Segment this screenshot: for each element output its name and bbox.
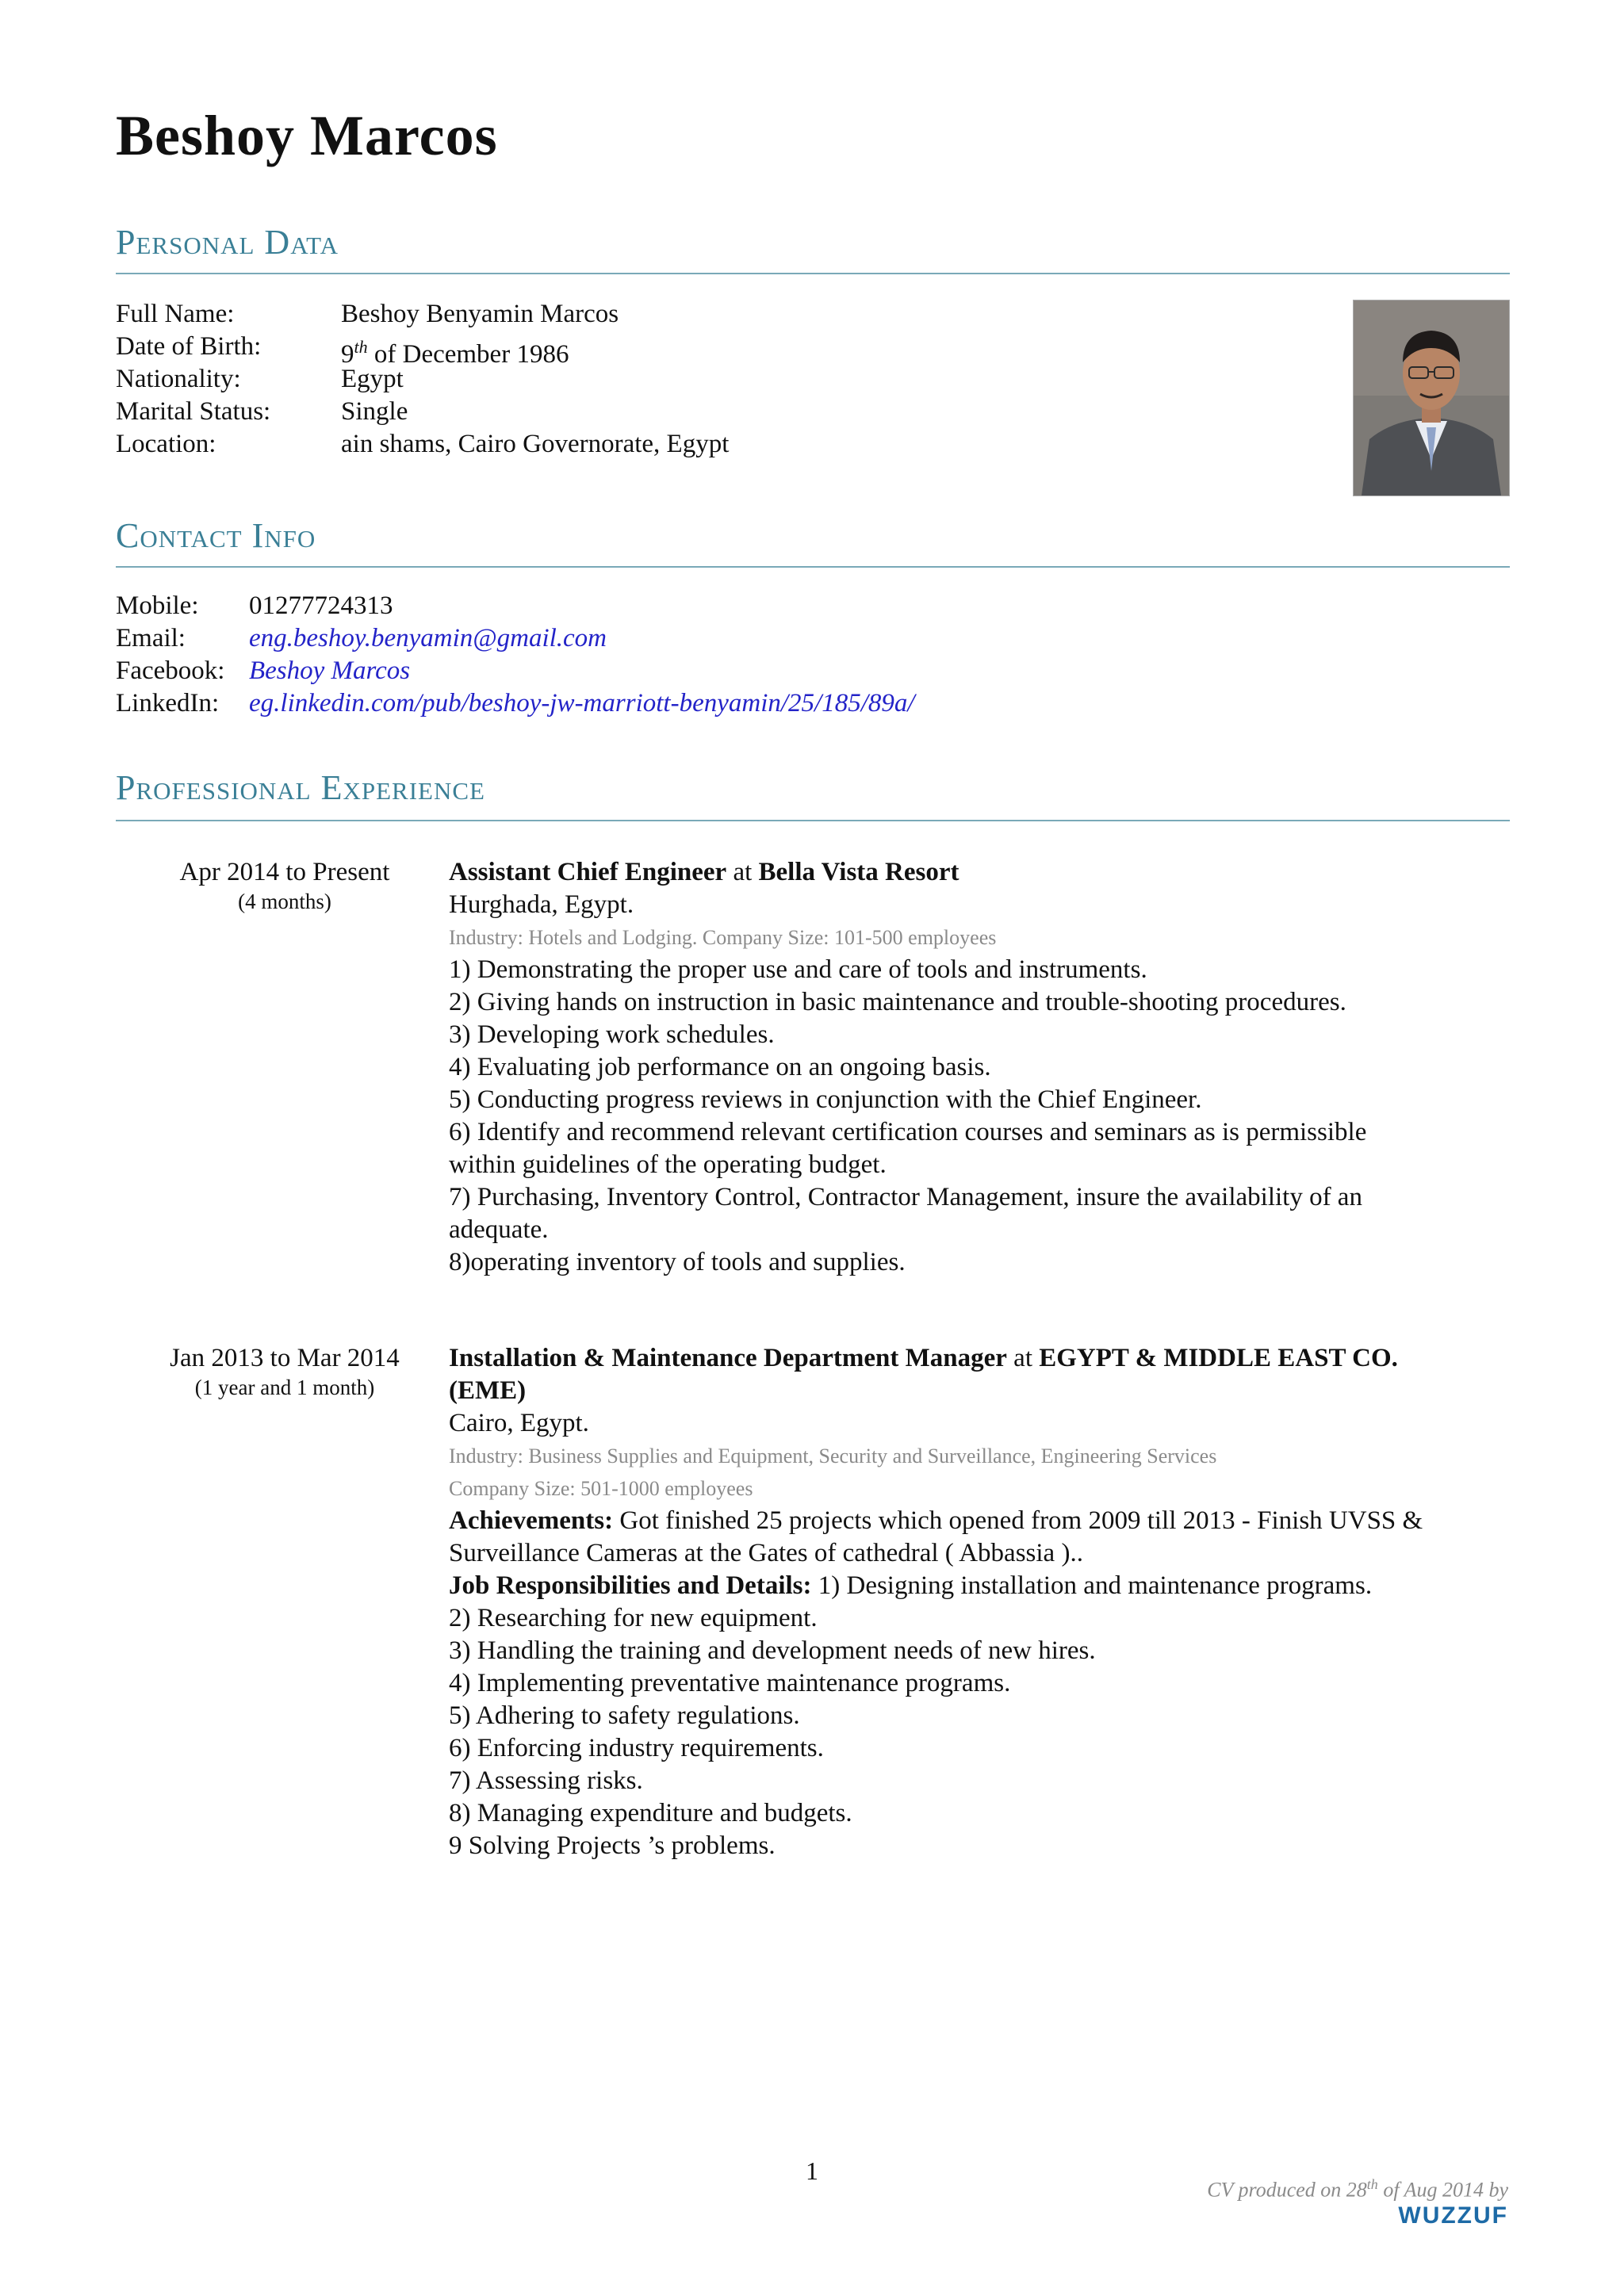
value-nationality: Egypt: [341, 365, 404, 393]
cv-name: Beshoy Marcos: [116, 104, 498, 167]
label-date-of-birth: Date of Birth:: [116, 332, 262, 361]
job-2-duty: 6) Enforcing industry requirements.: [449, 1734, 824, 1762]
label-mobile: Mobile:: [116, 591, 199, 620]
value-full-name: Beshoy Benyamin Marcos: [341, 300, 619, 328]
job-2-duration: (1 year and 1 month): [194, 1376, 375, 1399]
wuzzuf-logo: WUZZUF: [1398, 2202, 1508, 2229]
label-linkedin: LinkedIn:: [116, 689, 220, 718]
value-location: ain shams, Cairo Governorate, Egypt: [341, 430, 730, 458]
job-1-duty: 8)operating inventory of tools and supplies.: [449, 1248, 906, 1276]
section-divider: [116, 820, 1510, 821]
label-marital-status: Marital Status:: [116, 397, 271, 426]
job-1-industry: Industry: Hotels and Lodging. Company Size: 101-500 employees: [449, 926, 997, 949]
job-2-dates: [116, 1342, 454, 1401]
job-1-location: Hurghada, Egypt.: [449, 890, 634, 919]
email-link[interactable]: eng.beshoy.benyamin@gmail.com: [249, 624, 607, 652]
job-2-details: [449, 1342, 1432, 1862]
job-2-duty: 7) Assessing risks.: [449, 1766, 643, 1795]
page-number: 1: [806, 2156, 818, 2185]
label-nationality: Nationality:: [116, 365, 241, 393]
job-1-duty: 6) Identify and recommend relevant certification courses and seminars as is permissible within guidelines of the operating budget.: [449, 1118, 1367, 1179]
job-1-duty: 5) Conducting progress reviews in conjunction with the Chief Engineer.: [449, 1085, 1202, 1114]
facebook-link[interactable]: Beshoy Marcos: [249, 656, 411, 685]
job-1-duration: (4 months): [238, 890, 331, 913]
job-1-duty: 4) Evaluating job performance on an ongoing basis.: [449, 1053, 991, 1081]
contact-info-list: [116, 590, 1385, 725]
job-2-achievements: Achievements: Got finished 25 projects which opened from 2009 till 2013 - Finish UVSS & Surveillance Cameras at the Gates of cathedral ( Abbassia )..: [449, 1506, 1423, 1567]
job-1-company: Bella Vista Resort: [758, 858, 959, 886]
section-divider: [116, 566, 1510, 568]
profile-photo: [1353, 300, 1510, 496]
job-1-duty: 2) Giving hands on instruction in basic maintenance and trouble-shooting procedures.: [449, 988, 1346, 1016]
profile-photo-illustration: [1354, 300, 1509, 496]
job-2-duty: 3) Handling the training and development needs of new hires.: [449, 1636, 1096, 1665]
label-facebook: Facebook:: [116, 656, 225, 685]
job-2-duty: 4) Implementing preventative maintenance programs.: [449, 1669, 1011, 1697]
job-2-position: Installation & Maintenance Department Manager: [449, 1344, 1007, 1372]
produced-by-note: CV produced on 28th of Aug 2014 by: [1207, 2176, 1508, 2202]
section-title-contact-info: Contact Info: [116, 516, 316, 555]
job-1-duty: 7) Purchasing, Inventory Control, Contractor Management, insure the availability of an adequate.: [449, 1183, 1362, 1244]
job-2-duty: 5) Adhering to safety regulations.: [449, 1701, 800, 1730]
personal-data-list: [116, 298, 1305, 465]
label-full-name: Full Name:: [116, 300, 235, 328]
job-1-dates: [116, 856, 454, 915]
job-1-details: [449, 856, 1432, 1279]
section-divider: [116, 273, 1510, 274]
label-email: Email:: [116, 624, 186, 652]
value-mobile: 01277724313: [249, 591, 393, 620]
job-1-duty: 3) Developing work schedules.: [449, 1020, 775, 1049]
value-date-of-birth: 9th of December 1986: [341, 337, 569, 369]
label-location: Location:: [116, 430, 216, 458]
job-2-industry: Industry: Business Supplies and Equipment, Security and Surveillance, Engineering Services: [449, 1445, 1217, 1468]
job-2-duty: 9 Solving Projects ’s problems.: [449, 1831, 776, 1860]
job-2-duty: 8) Managing expenditure and budgets.: [449, 1799, 852, 1827]
job-1-duty: 1) Demonstrating the proper use and care of tools and instruments.: [449, 955, 1147, 984]
job-2-title: Installation & Maintenance Department Manager at EGYPT & MIDDLE EAST CO. (EME): [449, 1344, 1398, 1405]
job-2-responsibilities: Job Responsibilities and Details: 1) Designing installation and maintenance programs.: [449, 1571, 1373, 1600]
job-1-position: Assistant Chief Engineer: [449, 858, 727, 886]
job-1-date-range: Apr 2014 to Present: [179, 858, 390, 886]
job-2-company-size: Company Size: 501-1000 employees: [449, 1477, 753, 1500]
section-title-professional-experience: Professional Experience: [116, 768, 485, 807]
job-2-location: Cairo, Egypt.: [449, 1409, 589, 1437]
section-title-personal-data: Personal Data: [116, 223, 339, 262]
value-marital-status: Single: [341, 397, 408, 426]
job-2-date-range: Jan 2013 to Mar 2014: [170, 1344, 400, 1372]
job-1-title: Assistant Chief Engineer at Bella Vista Resort: [449, 858, 959, 886]
linkedin-link[interactable]: eg.linkedin.com/pub/beshoy-jw-marriott-benyamin/25/185/89a/: [249, 689, 915, 718]
job-2-company: EGYPT & MIDDLE EAST CO. (EME): [449, 1344, 1398, 1405]
job-2-duty: 2) Researching for new equipment.: [449, 1604, 818, 1632]
